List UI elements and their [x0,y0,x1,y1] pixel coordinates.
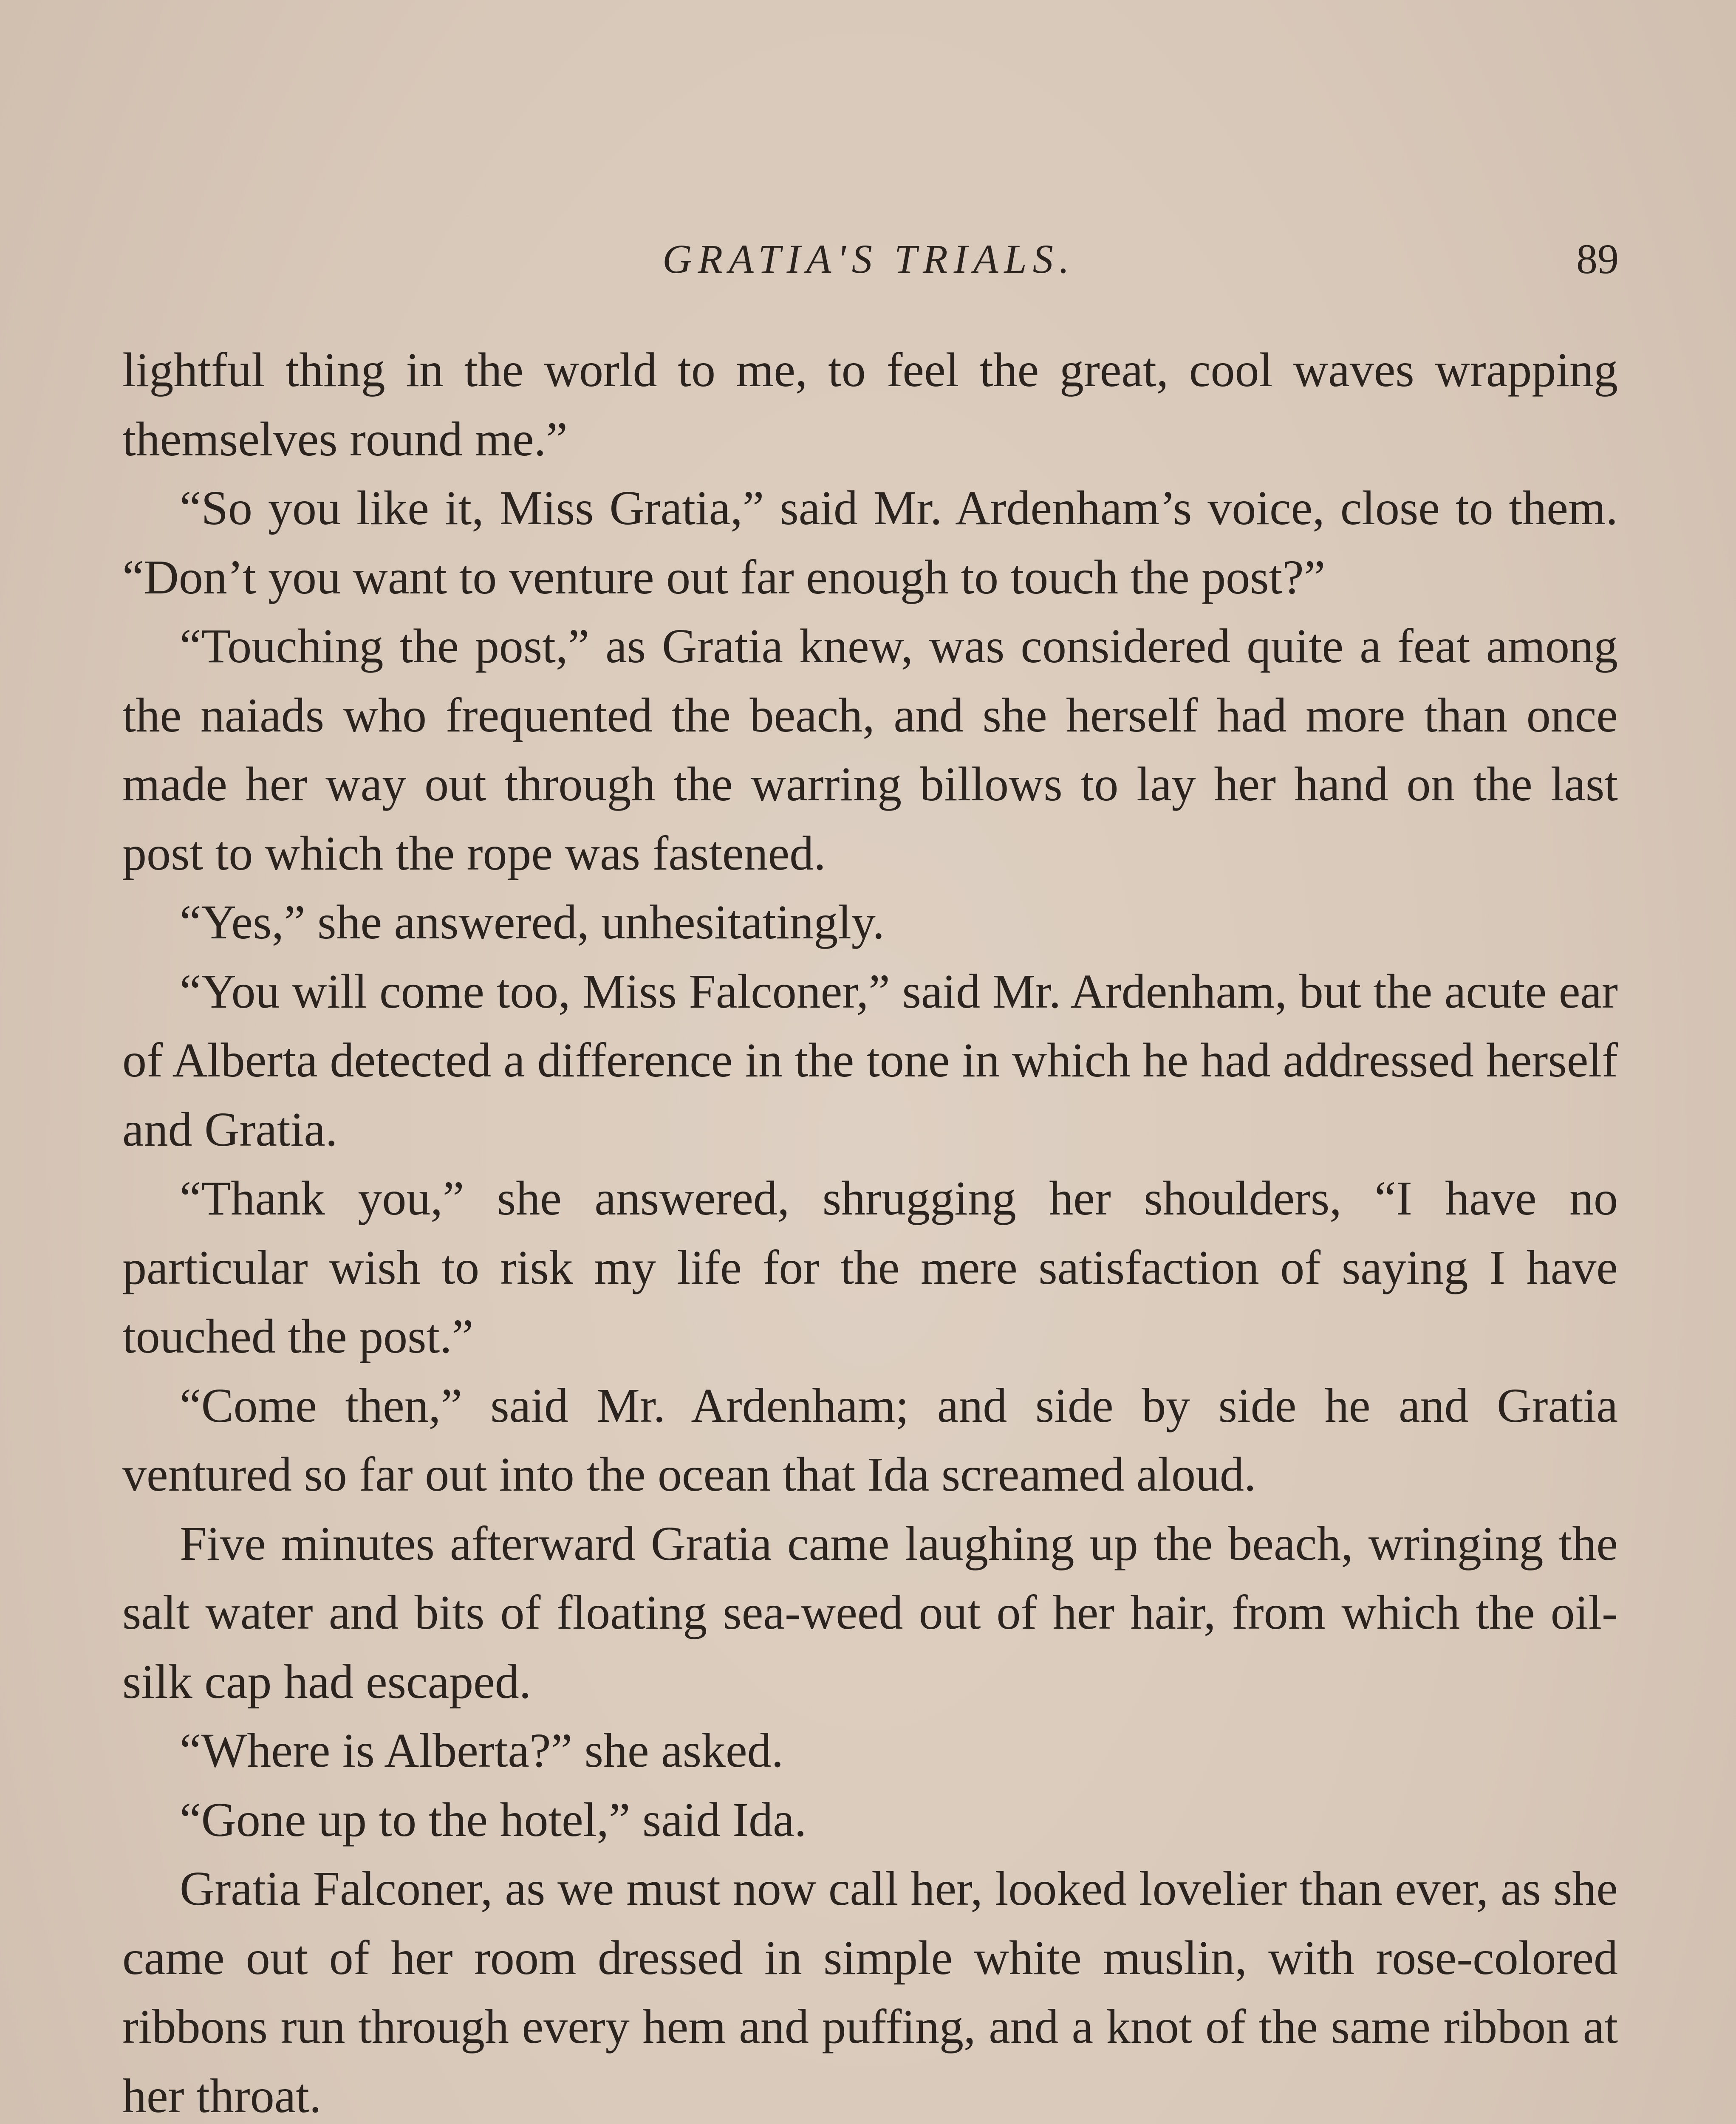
running-title: GRATIA'S TRIALS. [662,236,1075,282]
paragraph: “You will come too, Miss Falconer,” said Mr. Ardenham, but the acute ear of Alberta detected a difference in the tone in which he had addressed herself and Gratia. [122,964,1618,1156]
body-text [122,336,1618,2124]
paragraph: Gratia Falconer, as we must now call her, looked lovelier than ever, as she came out of her room dressed in simple white muslin, with rose-colored ribbons run through every hem and puffing, and a knot of the same ribbon at her throat. [122,1861,1618,2123]
paragraph: “Thank you,” she answered, shrugging her shoulders, “I have no particular wish to risk my life for the mere satisfaction of saying I have touched the post.” [122,1171,1618,1363]
paragraph: “Yes,” she answered, unhesitatingly. [180,895,885,949]
page-number: 89 [1576,235,1619,282]
paragraph: “Where is Alberta?” she asked. [180,1723,784,1777]
paragraph: “Touching the post,” as Gratia knew, was considered quite a feat among the naiads who frequented the beach, and she herself had more than once made her way out through the warring billows to lay her hand on the last post to which the rope was fastened. [122,619,1618,880]
paragraph: Five minutes afterward Gratia came laughing up the beach, wringing the salt water and bits of floating sea-weed out of her hair, from which the oil-silk cap had escaped. [122,1516,1618,1709]
paragraph: “Gone up to the hotel,” said Ida. [180,1792,807,1847]
paragraph: “Come then,” said Mr. Ardenham; and side by side he and Gratia ventured so far out into the ocean that Ida screamed aloud. [122,1378,1618,1501]
running-head [119,229,1619,289]
paragraph: lightful thing in the world to me, to feel the great, cool waves wrapping themselves round me.” [122,343,1618,466]
paragraph: “So you like it, Miss Gratia,” said Mr. Ardenham’s voice, close to them. “Don’t you want to venture out far enough to touch the post?” [122,481,1618,604]
